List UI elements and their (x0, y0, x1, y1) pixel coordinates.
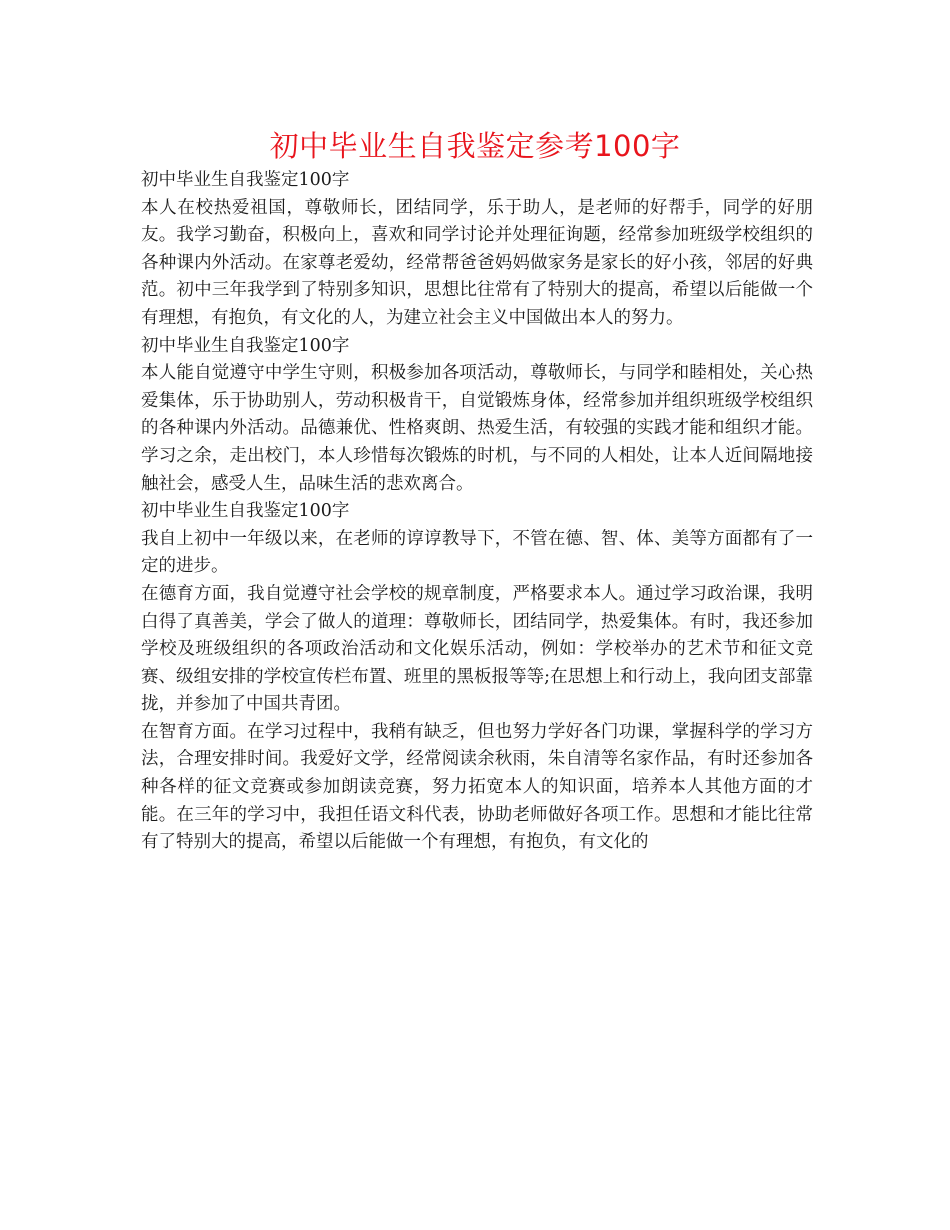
section-heading: 初中毕业生自我鉴定100字 (141, 170, 350, 190)
document-title: 初中毕业生自我鉴定参考100字 (269, 129, 681, 163)
section-heading: 初中毕业生自我鉴定100字 (141, 501, 350, 522)
paragraph: 在智育方面。在学习过程中，我稍有缺乏，但也努力学好各门功课，掌握科学的学习方法，合理安排时间。我爱好文学，经常阅读余秋雨，朱自清等名家作品，有时还参加各种各样的征文竞赛或参加朗读竞赛，努力拓宽本人的知识面，培养本人其他方面的才能。在三年的学习中，我担任语文科代表，协助老师做好各项工作。思想和才能比往常有了特别大的提高，希望以后能做一个有理想，有抱负，有文化的 (141, 721, 813, 853)
section-heading: 初中毕业生自我鉴定100字 (141, 335, 350, 356)
paragraph: 我自上初中一年级以来，在老师的谆谆教导下，不管在德、智、体、美等方面都有了一定的进步。 (141, 528, 813, 577)
paragraph: 本人在校热爱祖国，尊敬师长，团结同学，乐于助人，是老师的好帮手，同学的好朋友。我学习勤奋，积极向上，喜欢和同学讨论并处理征询题，经常参加班级学校组织的各种课内外活动。在家尊老爱幼，经常帮爸爸妈妈做家务是家长的好小孩，邻居的好典范。初中三年我学到了特别多知识，思想比往常有了特别大的提高，希望以后能做一个有理想，有抱负，有文化的人，为建立社会主义中国做出本人的努力。 (141, 197, 813, 328)
paragraph: 在德育方面，我自觉遵守社会学校的规章制度，严格要求本人。通过学习政治课，我明白得了真善美，学会了做人的道理：尊敬师长，团结同学，热爱集体。有时，我还参加学校及班级组织的各项政治活动和文化娱乐活动，例如：学校举办的艺术节和征文竞赛、级组安排的学校宣传栏布置、班里的黑板报等等;在思想上和行动上，我向团支部靠拢，并参加了中国共青团。 (141, 583, 813, 715)
document-body (141, 167, 813, 857)
paragraph: 本人能自觉遵守中学生守则，积极参加各项活动，尊敬师长，与同学和睦相处，关心热爱集体，乐于协助别人，劳动积极肯干，自觉锻炼身体，经常参加并组织班级学校组织的各种课内外活动。品德兼优、性格爽朗、热爱生活，有较强的实践才能和组织才能。学习之余，走出校门，本人珍惜每次锻炼的时机，与不同的人相处，让本人近间隔地接触社会，感受人生，品味生活的悲欢离合。 (141, 363, 813, 494)
